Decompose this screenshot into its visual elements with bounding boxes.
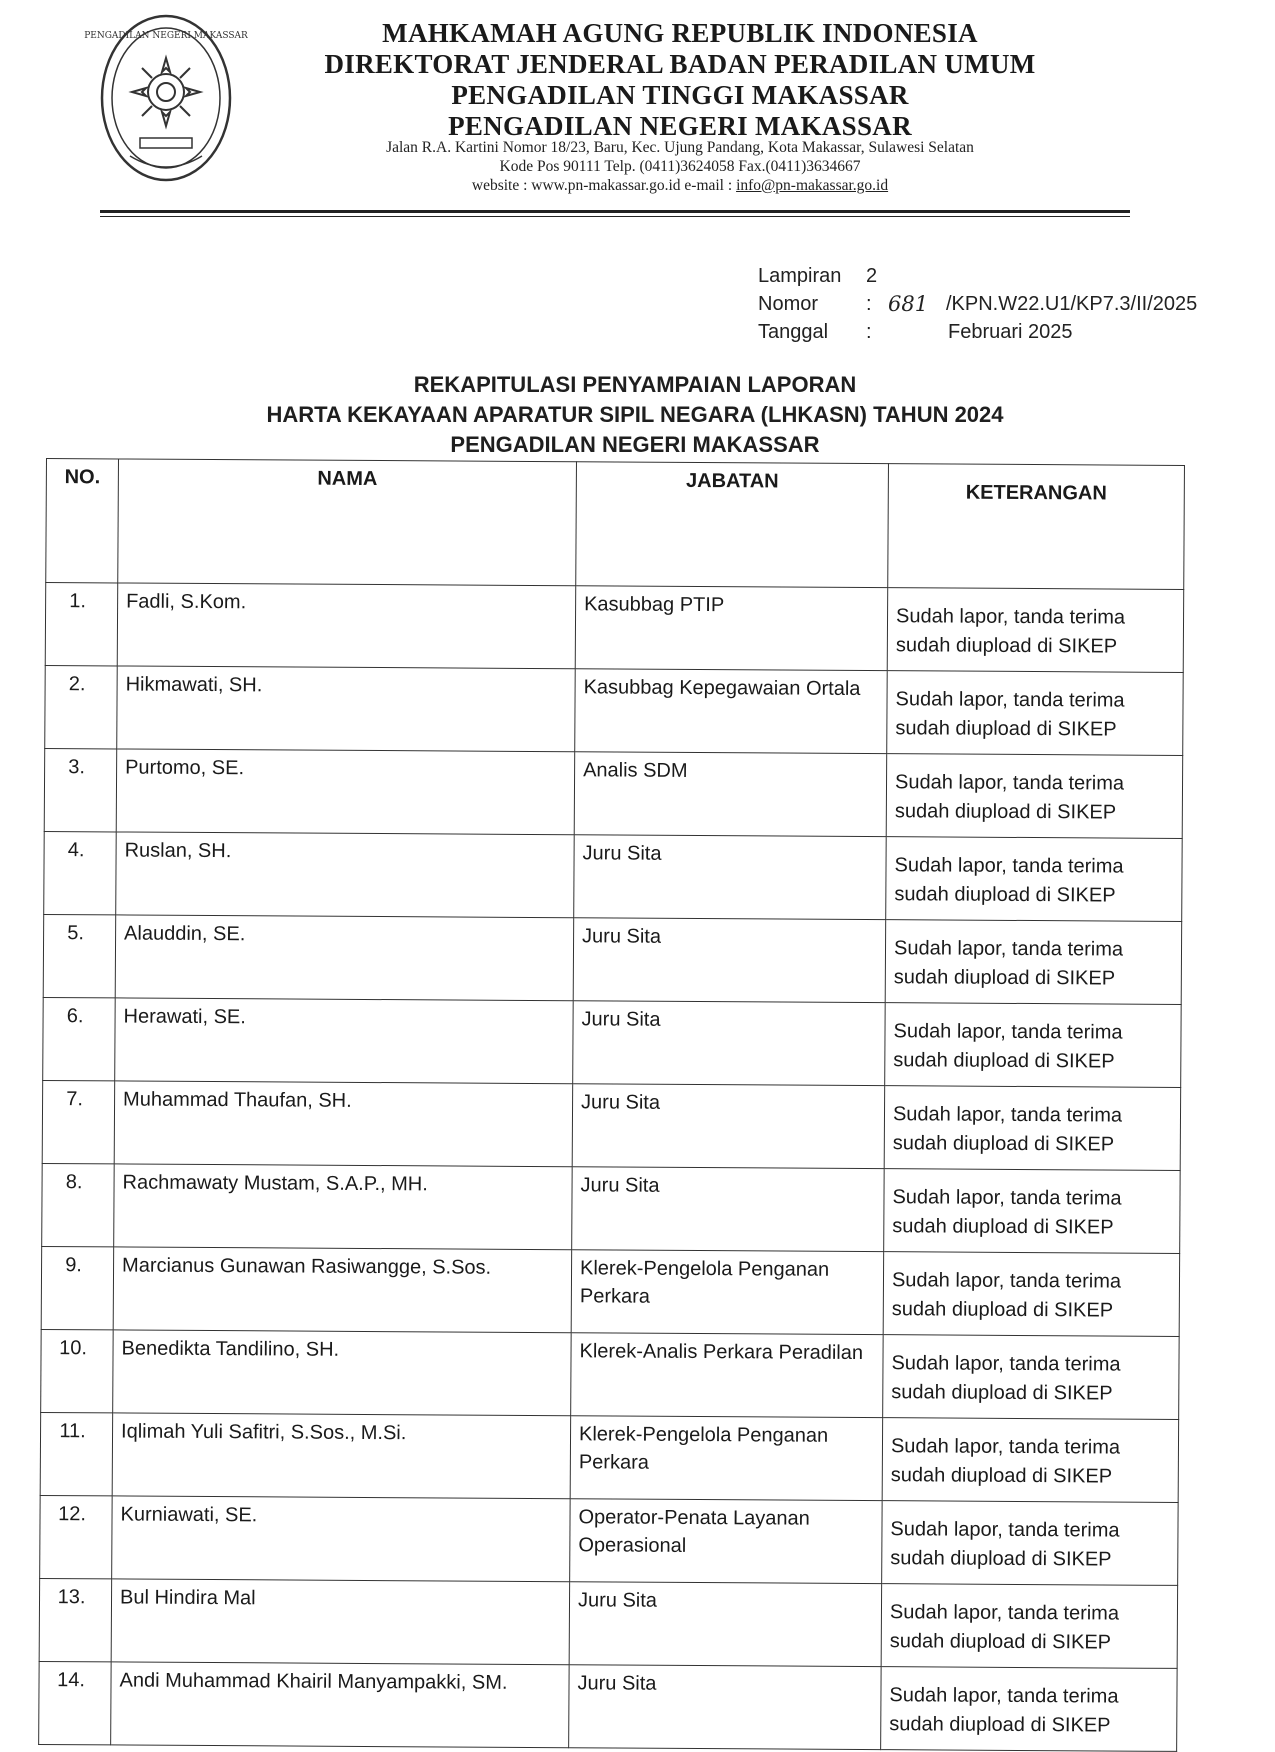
row-nama: Bul Hindira Mal xyxy=(111,1579,569,1665)
row-keterangan: Sudah lapor, tanda terima sudah diupload di SIKEP xyxy=(883,1252,1180,1337)
row-number: 6. xyxy=(43,997,116,1080)
row-nama: Herawati, SE. xyxy=(115,998,573,1084)
row-number: 4. xyxy=(44,831,117,914)
letterhead-line-1: MAHKAMAH AGUNG REPUBLIK INDONESIA xyxy=(382,18,978,48)
row-jabatan: Klerek-Analis Perkara Peradilan xyxy=(571,1333,884,1418)
row-jabatan: Juru Sita xyxy=(573,1001,886,1086)
table-row xyxy=(45,665,1183,755)
email-link[interactable]: info@pn-makassar.go.id xyxy=(736,177,889,194)
row-jabatan: Juru Sita xyxy=(574,835,887,920)
letterhead-rule-thin xyxy=(100,216,1130,217)
table-row xyxy=(42,1163,1180,1253)
letterhead-rule-thick xyxy=(100,210,1130,213)
nomor-colon: : xyxy=(866,293,872,315)
row-jabatan: Analis SDM xyxy=(574,752,887,837)
row-jabatan: Juru Sita xyxy=(573,918,886,1003)
header-no: NO. xyxy=(46,459,119,583)
row-keterangan: Sudah lapor, tanda terima sudah diupload di SIKEP xyxy=(881,1584,1178,1669)
row-number: 7. xyxy=(42,1080,115,1163)
row-jabatan: Kasubbag Kepegawaian Ortala xyxy=(575,669,888,754)
row-keterangan: Sudah lapor, tanda terima sudah diupload di SIKEP xyxy=(884,1169,1181,1254)
table-row xyxy=(43,997,1181,1087)
nomor-handwritten: 681 xyxy=(888,292,929,316)
row-nama: Alauddin, SE. xyxy=(115,915,573,1001)
letterhead-line-2: DIREKTORAT JENDERAL BADAN PERADILAN UMUM xyxy=(324,49,1036,79)
ref-tanggal xyxy=(758,318,1238,346)
table-row xyxy=(41,1329,1179,1419)
row-keterangan: Sudah lapor, tanda terima sudah diupload di SIKEP xyxy=(886,837,1183,922)
row-jabatan: Juru Sita xyxy=(572,1084,885,1169)
row-nama: Rachmawaty Mustam, S.A.P., MH. xyxy=(114,1164,572,1250)
row-jabatan: Kasubbag PTIP xyxy=(575,586,888,671)
row-nama: Andi Muhammad Khairil Manyampakki, SM. xyxy=(111,1662,569,1748)
address-line: Jalan R.A. Kartini Nomor 18/23, Baru, Kec. Ujung Pandang, Kota Makassar, Sulawesi Selatan xyxy=(386,139,974,156)
row-number: 2. xyxy=(45,665,118,748)
row-number: 3. xyxy=(44,748,117,831)
table-row xyxy=(44,831,1182,921)
row-keterangan: Sudah lapor, tanda terima sudah diupload di SIKEP xyxy=(881,1667,1178,1752)
row-keterangan: Sudah lapor, tanda terima sudah diupload di SIKEP xyxy=(883,1335,1180,1420)
table-header-row xyxy=(46,459,1185,590)
row-nama: Fadli, S.Kom. xyxy=(117,583,575,669)
website-label: website : www.pn-makassar.go.id e-mail : xyxy=(471,177,737,194)
row-jabatan: Juru Sita xyxy=(569,1665,882,1750)
row-keterangan: Sudah lapor, tanda terima sudah diupload di SIKEP xyxy=(887,671,1184,756)
row-keterangan: Sudah lapor, tanda terima sudah diupload di SIKEP xyxy=(887,588,1184,673)
header-jabatan: JABATAN xyxy=(576,462,889,588)
title-line-2: HARTA KEKAYAAN APARATUR SIPIL NEGARA (LHKASN) TAHUN 2024 xyxy=(266,402,1004,427)
court-seal-icon xyxy=(84,8,248,188)
ref-nomor xyxy=(758,290,1238,318)
document-title xyxy=(150,370,1120,460)
row-jabatan: Klerek-Pengelola Penganan Perkara xyxy=(570,1416,883,1501)
row-number: 11. xyxy=(40,1412,113,1495)
row-number: 8. xyxy=(42,1163,115,1246)
row-keterangan: Sudah lapor, tanda terima sudah diupload di SIKEP xyxy=(884,1086,1181,1171)
row-nama: Marcianus Gunawan Rasiwangge, S.Sos. xyxy=(113,1247,571,1333)
tanggal-colon: : xyxy=(866,321,872,343)
row-nama: Hikmawati, SH. xyxy=(117,666,575,752)
row-jabatan: Juru Sita xyxy=(572,1167,885,1252)
table-row xyxy=(40,1412,1178,1502)
header-keterangan: KETERANGAN xyxy=(888,464,1185,590)
recap-table xyxy=(38,458,1185,1752)
row-number: 12. xyxy=(40,1495,113,1578)
table-row xyxy=(40,1495,1178,1585)
row-nama: Purtomo, SE. xyxy=(116,749,574,835)
row-nama: Kurniawati, SE. xyxy=(112,1496,570,1582)
nomor-label: Nomor xyxy=(758,293,819,315)
letterhead-line-4: PENGADILAN NEGERI MAKASSAR xyxy=(448,111,912,141)
row-keterangan: Sudah lapor, tanda terima sudah diupload di SIKEP xyxy=(885,1003,1182,1088)
table-row xyxy=(39,1578,1177,1668)
row-keterangan: Sudah lapor, tanda terima sudah diupload di SIKEP xyxy=(882,1501,1179,1586)
table-row xyxy=(43,914,1181,1004)
row-number: 14. xyxy=(39,1661,112,1744)
table-row xyxy=(42,1080,1180,1170)
ref-lampiran xyxy=(758,262,1238,290)
row-keterangan: Sudah lapor, tanda terima sudah diupload di SIKEP xyxy=(885,920,1182,1005)
row-number: 13. xyxy=(39,1578,112,1661)
letterhead xyxy=(280,18,1080,142)
nomor-value: /KPN.W22.U1/KP7.3/II/2025 xyxy=(946,293,1198,315)
row-keterangan: Sudah lapor, tanda terima sudah diupload di SIKEP xyxy=(886,754,1183,839)
row-number: 5. xyxy=(43,914,116,997)
row-jabatan: Klerek-Pengelola Penganan Perkara xyxy=(571,1250,884,1335)
row-number: 10. xyxy=(41,1329,114,1412)
reference-block xyxy=(758,262,1238,346)
row-nama: Iqlimah Yuli Safitri, S.Sos., M.Si. xyxy=(112,1413,570,1499)
row-number: 1. xyxy=(45,583,118,666)
tanggal-value: Februari 2025 xyxy=(948,321,1073,343)
row-jabatan: Operator-Penata Layanan Operasional xyxy=(570,1499,883,1584)
table-row xyxy=(41,1246,1179,1336)
website-line xyxy=(280,176,1080,195)
table-row xyxy=(45,583,1183,673)
title-line-3: PENGADILAN NEGERI MAKASSAR xyxy=(450,432,820,457)
letterhead-line-3: PENGADILAN TINGGI MAKASSAR xyxy=(451,80,909,110)
header-nama: NAMA xyxy=(118,459,577,586)
title-line-1: REKAPITULASI PENYAMPAIAN LAPORAN xyxy=(413,372,857,397)
row-jabatan: Juru Sita xyxy=(569,1582,882,1667)
row-number: 9. xyxy=(41,1246,114,1329)
table-row xyxy=(39,1661,1177,1751)
row-nama: Muhammad Thaufan, SH. xyxy=(114,1081,572,1167)
row-keterangan: Sudah lapor, tanda terima sudah diupload di SIKEP xyxy=(882,1418,1179,1503)
seal-text: PENGADILAN NEGERI MAKASSAR xyxy=(84,31,248,41)
letterhead-address-block xyxy=(280,138,1080,195)
row-nama: Benedikta Tandilino, SH. xyxy=(113,1330,571,1416)
lampiran-value: 2 xyxy=(866,265,878,287)
table-row xyxy=(44,748,1182,838)
row-nama: Ruslan, SH. xyxy=(116,832,574,918)
contact-line: Kode Pos 90111 Telp. (0411)3624058 Fax.(0411)3634667 xyxy=(499,158,861,175)
tanggal-label: Tanggal xyxy=(758,321,829,343)
lampiran-label: Lampiran xyxy=(758,265,842,287)
